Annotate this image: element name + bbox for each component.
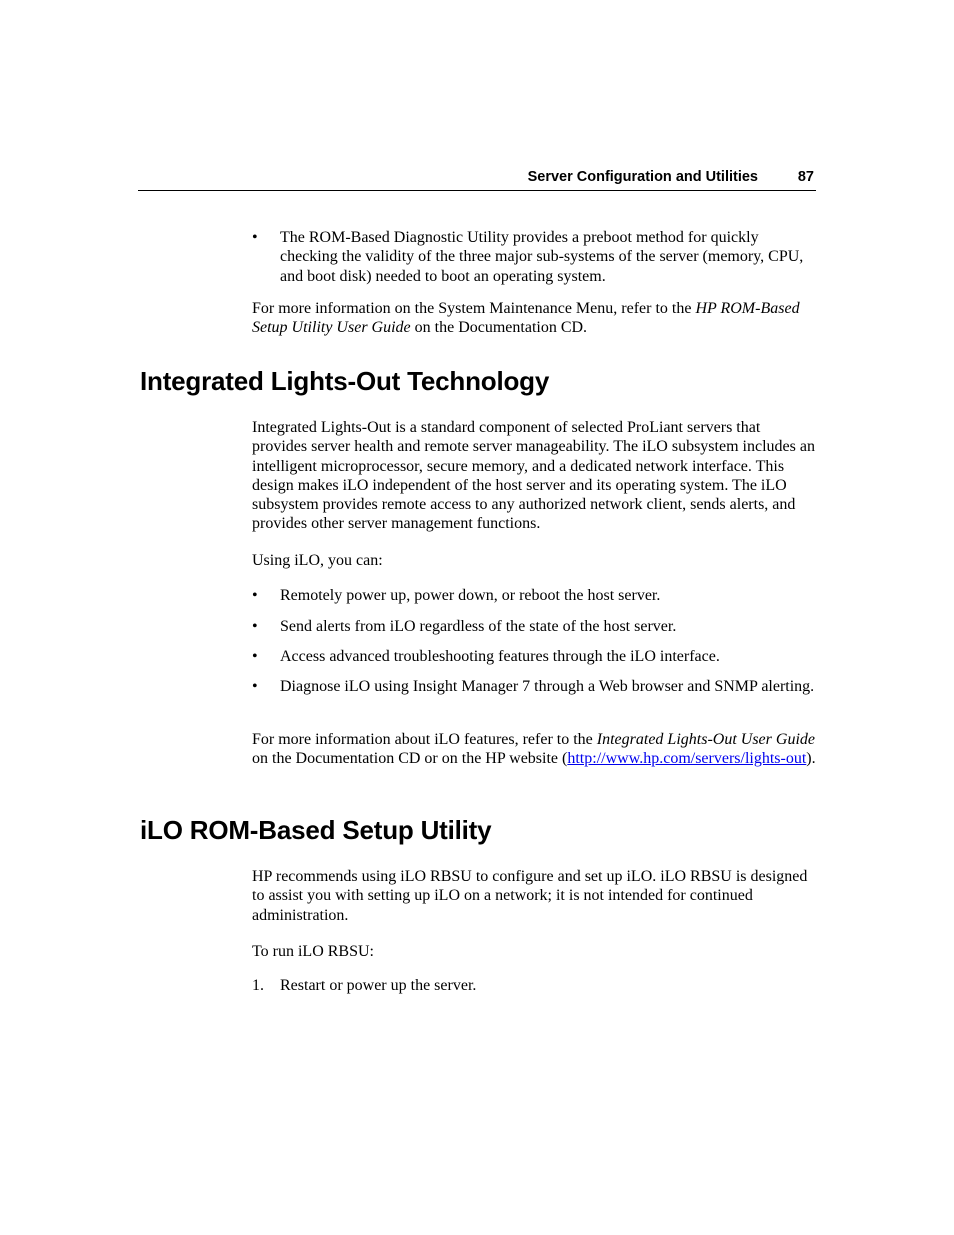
list-item bbox=[252, 617, 817, 636]
step-text: Restart or power up the server. bbox=[280, 977, 477, 994]
paragraph-more-info-rbsu: For more information on the System Maintenance Menu, refer to the HP ROM-Based Setup Utility User Guide on the Documentation CD. bbox=[252, 300, 800, 337]
hp-website-link[interactable]: http://www.hp.com/servers/lights-out bbox=[567, 750, 807, 768]
paragraph-using-ilo: Using iLO, you can: bbox=[252, 552, 383, 569]
bullet-text: Access advanced troubleshooting features through the iLO interface. bbox=[280, 648, 720, 665]
bullet-text: Diagnose iLO using Insight Manager 7 through a Web browser and SNMP alerting. bbox=[280, 678, 815, 695]
list-item bbox=[252, 586, 817, 605]
bullet-icon: • bbox=[252, 587, 258, 604]
paragraph-more-info-ilo: For more information about iLO features, refer to the Integrated Lights-Out User Guide on the Documentation CD or on the HP website (http://www.hp.com/servers/lights-out). bbox=[252, 731, 816, 768]
paragraph-ilo-intro: Integrated Lights-Out is a standard component of selected ProLiant servers that provides server health and remote server manageability. The iLO subsystem includes an intelligent microprocessor, secure memory, and a dedicated network interface. This design makes iLO independent of the host server and its operating system. The iLO subsystem provides remote access to any authorized network client, sends alerts, and provides other server management functions. bbox=[252, 419, 815, 533]
bullet-text: The ROM-Based Diagnostic Utility provides a preboot method for quickly checking the validity of the three major sub-systems of the server (memory, CPU, and boot disk) needed to boot an operating system. bbox=[280, 229, 804, 285]
list-item bbox=[252, 647, 817, 666]
bullet-icon: • bbox=[252, 618, 258, 635]
section-heading-ilo-technology: Integrated Lights-Out Technology bbox=[140, 366, 550, 396]
header-title: Server Configuration and Utilities bbox=[527, 169, 758, 185]
guide-title: Integrated Lights-Out User Guide bbox=[596, 731, 815, 748]
list-item bbox=[252, 976, 817, 995]
bullet-icon: • bbox=[252, 648, 258, 665]
step-number: 1. bbox=[252, 977, 264, 994]
paragraph-rbsu-intro: HP recommends using iLO RBSU to configure and set up iLO. iLO RBSU is designed to assist you with setting up iLO on a network; it is not intended for continued administration. bbox=[252, 868, 808, 924]
bullet-text: Remotely power up, power down, or reboot the host server. bbox=[280, 587, 661, 604]
list-item bbox=[252, 677, 817, 696]
bullet-text: Send alerts from iLO regardless of the state of the host server. bbox=[280, 618, 677, 635]
page-number: 87 bbox=[797, 169, 814, 185]
bullet-icon: • bbox=[252, 229, 258, 246]
guide-title: HP ROM-Based Setup Utility User Guide bbox=[252, 300, 800, 337]
list-item bbox=[252, 228, 817, 286]
bullet-icon: • bbox=[252, 678, 258, 695]
section-heading-ilo-rbsu: iLO ROM-Based Setup Utility bbox=[140, 815, 492, 845]
page-header bbox=[138, 168, 816, 191]
paragraph-to-run: To run iLO RBSU: bbox=[252, 943, 374, 960]
